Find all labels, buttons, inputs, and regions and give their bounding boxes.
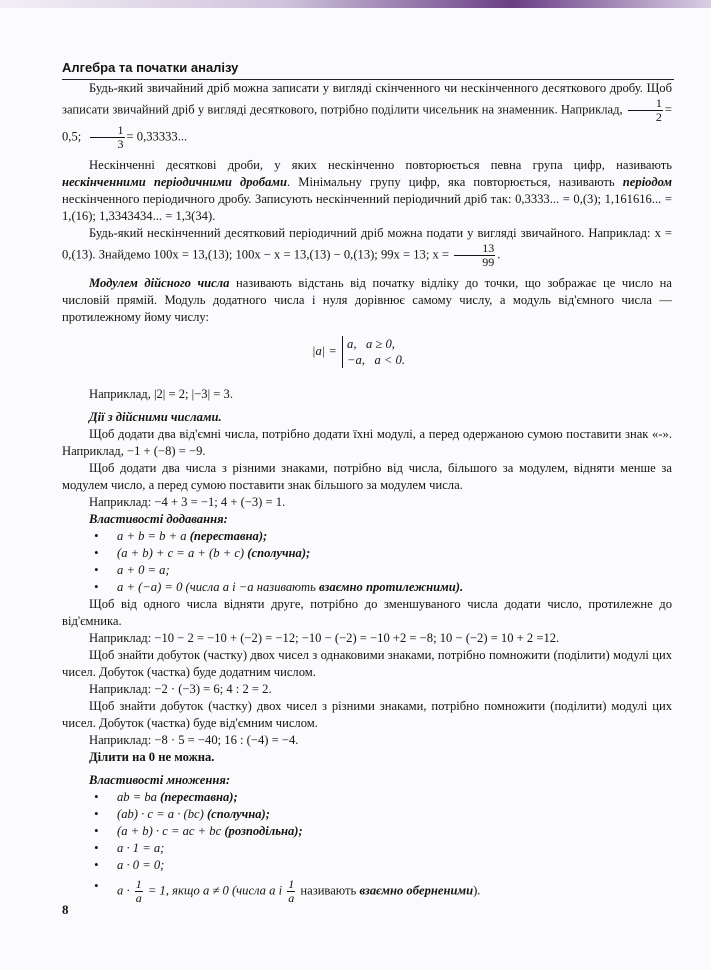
list-item: • a · 0 = 0; — [62, 857, 672, 874]
addition-properties-list — [62, 528, 672, 596]
fraction-one-third: $\frac{1}{3}$ — [90, 124, 125, 151]
rule-no-division-by-zero: Ділити на 0 не можна. — [89, 750, 215, 764]
list-item: • a · 1 = a; — [62, 840, 672, 857]
running-header: Алгебра та початки аналізу — [62, 60, 239, 75]
example-addition: Наприклад: −4 + 3 = −1; 4 + (−3) = 1. — [89, 495, 286, 509]
list-item: • a + b = b + a (переставна); — [62, 528, 672, 545]
rule-multiply-same-signs: Щоб знайти добуток (частку) двох чисел з однаковими знаками, потрібно помножити (поділити) модулі цих чисел. Добуток (частка) буде додатним числом. — [62, 648, 672, 679]
fraction-one-over-a: $\frac{1}{a}$ — [288, 877, 295, 905]
page-top-edge — [0, 0, 711, 8]
paragraph-periodic-to-common: Будь-який нескінченний десятковий періодичний дріб можна подати у вигляді звичайного. Наприклад: x = 0,(13). Знайдемо 100x = 13,(13); 100x − x = 13,(13) − 0,(13); 99x = 13; x = $\frac{13}{99}$ . — [62, 226, 672, 269]
list-item: • (a + b) + c = a + (b + c) (сполучна); — [62, 545, 672, 562]
fraction-one-over-a: $\frac{1}{a}$ — [135, 877, 142, 905]
example-absolute-value: Наприклад, |2| = 2; |−3| = 3. — [89, 387, 233, 401]
absolute-value-formula: |a| = a, a ≥ 0, −a, a < 0. — [312, 337, 405, 367]
list-item: • (ab) · c = a · (bc) (сполучна); — [62, 806, 672, 823]
example-multiply-same-signs: Наприклад: −2 · (−3) = 6; 4 : 2 = 2. — [89, 682, 272, 696]
heading-actions: Дії з дійсними числами. — [89, 410, 222, 424]
rule-add-negatives: Щоб додати два від'ємні числа, потрібно додати їхні модулі, а перед одержаною сумою поставити знак «-». Наприклад, −1 + (−8) = −9. — [62, 427, 672, 458]
list-item: • (a + b) · c = ac + bc (розподільна); — [62, 823, 672, 840]
paragraph-periodic-fractions: Нескінченні десяткові дроби, у яких нескінченно повторюється певна група цифр, називають нескінченними періодичними дробами. Мінімальну групу цифр, яка повторюється, називають періодом нескінченного періодичного дробу. Записують нескінченний періодичний дріб так: 0,3333... = 0,(3); 1,161616... = 1,(16); 1,3343434... = 1,3(34). — [62, 158, 673, 223]
heading-addition-properties: Властивості додавання: — [89, 512, 228, 526]
rule-add-different-signs: Щоб додати два числа з різними знаками, потрібно від числа, більшого за модулем, відняти менше за модулем число, а перед сумою поставити знак більшого за модулем числа. — [62, 461, 672, 492]
list-item-inverse: • a · $\frac{1}{a}$ = 1, якщо a ≠ 0 (числа a і $\frac{1}{a}$ називають взаємно оберненими). — [62, 878, 672, 905]
example-multiply-different-signs: Наприклад: −8 · 5 = −40; 16 : (−4) = −4. — [89, 733, 299, 747]
heading-multiplication-properties: Властивості множення: — [89, 773, 231, 787]
list-item: • a + (−a) = 0 (числа a і −a називають взаємно протилежними). — [62, 579, 672, 596]
paragraph-decimal-fractions: Будь-який звичайний дріб можна записати у вигляді скінченного чи нескінченного десяткового дробу. Щоб записати звичайний дріб у вигляді десяткового, потрібно поділити чисельник на знаменник. Наприклад, $\frac{1}{2}$ = 0,5; $\frac{1}{3}$ = 0,33333... — [62, 81, 672, 151]
fraction-one-half: $\frac{1}{2}$ — [628, 97, 663, 124]
list-item: • a + 0 = a; — [62, 562, 672, 579]
list-item: • ab = ba (переставна); — [62, 789, 672, 806]
example-subtraction: Наприклад: −10 − 2 = −10 + (−2) = −12; −10 − (−2) = −10 +2 = −8; 10 − (−2) = 10 + 2 =12. — [89, 631, 560, 645]
paragraph-absolute-value: Модулем дійсного числа називають відстань від початку відліку до точки, що зображає це число на числовій прямій. Модуль додатного числа і нуля дорівнює самому числу, а модуль від'ємного числа — протилежному йому числу: — [62, 276, 672, 324]
rule-subtraction: Щоб від одного числа відняти друге, потрібно до зменшуваного числа додати число, протилежне до від'ємника. — [62, 597, 672, 628]
page-content — [62, 80, 672, 905]
rule-multiply-different-signs: Щоб знайти добуток (частку) двох чисел з різними знаками, потрібно помножити (поділити) модулі цих чисел. Добуток (частка) буде від'ємним числом. — [62, 699, 672, 730]
multiplication-properties-list — [62, 789, 672, 905]
page-number: 8 — [62, 902, 69, 917]
term-absolute-value: Модулем дійсного числа — [89, 276, 230, 290]
term-period: періодом — [622, 175, 673, 189]
term-periodic-fractions: нескінченними періодичними дробами — [62, 175, 288, 189]
piecewise-cases: a, a ≥ 0, −a, a < 0. — [342, 336, 405, 368]
fraction-13-99: $\frac{13}{99}$ — [454, 242, 495, 269]
